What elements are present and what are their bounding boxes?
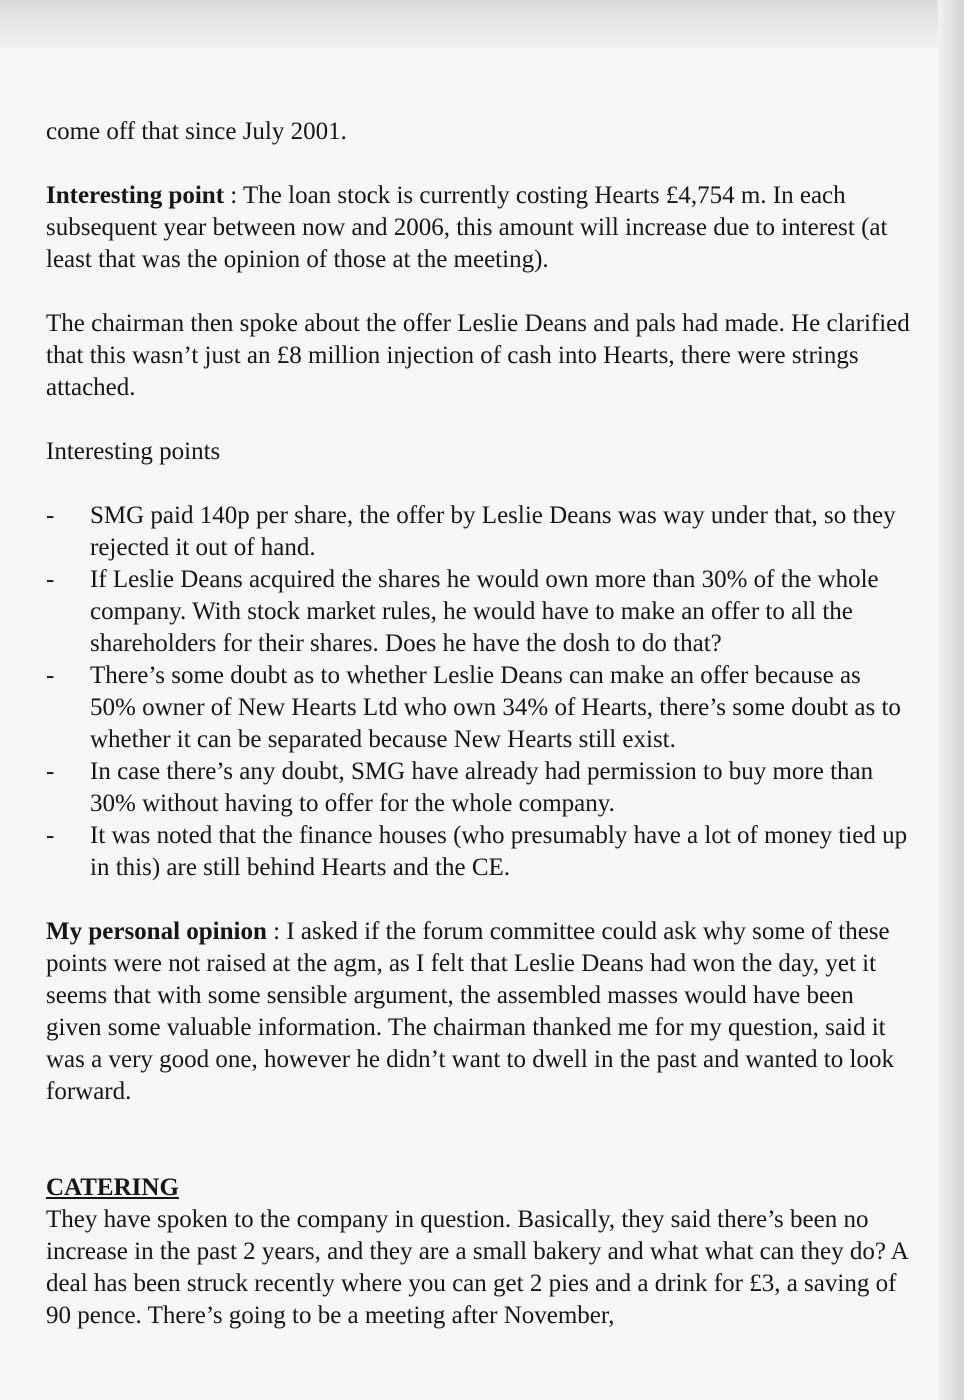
points-heading: Interesting points [46, 438, 221, 465]
list-item-text: If Leslie Deans acquired the shares he would own more than 30% of the whole company. With stock market rules, he would have to make an offer to all the shareholders for their shares. Does he have the dosh to do that? [90, 566, 879, 657]
scan-right-edge [938, 0, 964, 1400]
bullet-dash: - [46, 502, 55, 529]
personal-opinion-label: My personal opinion [46, 918, 267, 945]
page-content [46, 116, 912, 1332]
bullet-dash: - [46, 662, 55, 689]
list-item-text: In case there’s any doubt, SMG have already had permission to buy more than 30% without having to offer for the whole company. [90, 758, 874, 817]
scan-top-edge [0, 0, 964, 48]
bullet-dash: - [46, 822, 55, 849]
personal-opinion-paragraph [46, 916, 912, 1108]
personal-opinion-text: : I asked if the forum committee could ask why some of these points were not raised at the agm, as I felt that Leslie Deans had won the day, yet it seems that with some sensible argument, the assembled masses would have been given some valuable information. The chairman thanked me for my question, said it was a very good one, however he didn’t want to dwell in the past and wanted to look forward. [46, 918, 894, 1105]
intro-line: come off that since July 2001. [46, 118, 347, 145]
list-item [46, 500, 912, 564]
list-item [46, 564, 912, 660]
list-item-text: SMG paid 140p per share, the offer by Leslie Deans was way under that, so they rejected it out of hand. [90, 502, 896, 561]
list-item [46, 660, 912, 756]
catering-heading: CATERING [46, 1174, 179, 1201]
interesting-point-label: Interesting point [46, 182, 225, 209]
bullet-dash: - [46, 566, 55, 593]
interesting-point-paragraph [46, 180, 912, 276]
bullet-dash: - [46, 758, 55, 785]
interesting-point-text: : The loan stock is currently costing Hearts £4,754 m. In each subsequent year between now and 2006, this amount will increase due to interest (at least that was the opinion of those at the meeting). [46, 182, 888, 273]
list-item-text: It was noted that the finance houses (who presumably have a lot of money tied up in this) are still behind Hearts and the CE. [90, 822, 908, 881]
list-item [46, 756, 912, 820]
list-item-text: There’s some doubt as to whether Leslie Deans can make an offer because as 50% owner of New Hearts Ltd who own 34% of Hearts, there’s some doubt as to whether it can be separated because New Hearts still exist. [90, 662, 901, 753]
chairman-paragraph: The chairman then spoke about the offer Leslie Deans and pals had made. He clarified that this wasn’t just an £8 million injection of cash into Hearts, there were strings attached. [46, 310, 910, 401]
catering-paragraph: They have spoken to the company in question. Basically, they said there’s been no increase in the past 2 years, and they are a small bakery and what what can they do? A deal has been struck recently where you can get 2 pies and a drink for £3, a saving of 90 pence. There’s going to be a meeting after November, [46, 1206, 908, 1329]
list-item [46, 820, 912, 884]
